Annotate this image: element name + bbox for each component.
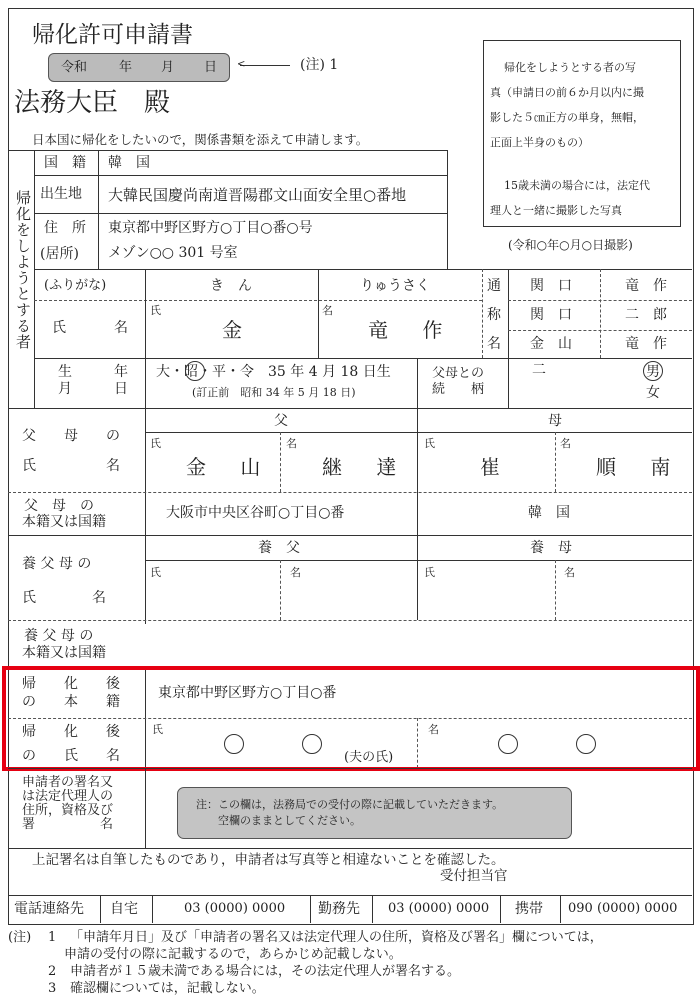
given-mark: 名 [286,437,297,450]
arrow-left-icon: < [240,65,290,66]
birthdate-label: 月 [58,381,72,397]
reception-officer-label: 受付担当官 [440,868,508,884]
surname-mark: 氏 [424,566,435,579]
grid-line [98,150,99,270]
grid-line [8,492,692,493]
parents-domicile-label: 父 母 の [24,498,94,514]
applicant-section-label: 帰化をしようとする者 [14,190,32,350]
grid-line [280,432,281,492]
photo-caption: (令和○年○月○日撮影) [508,238,633,252]
alias-label: 称 [487,307,501,323]
birth-date-corrected: (訂正前 昭和 34 年 5 月 18 日) [192,386,356,399]
nationality-value: 韓 国 [108,155,150,171]
grid-line [145,768,146,848]
grid-line [34,213,448,214]
grid-line [508,300,692,301]
signature-label [22,776,113,832]
furigana-label: (ふりがな) [44,278,107,293]
grid-line [310,895,311,923]
grid-line [372,895,373,923]
photo-instruction: 帰化をしようとする者の写 [504,61,636,74]
name-label: 名 [114,320,128,336]
mother-surname: 崔 [480,455,514,479]
signature-label-line: 署 名 [22,817,114,832]
relation-value: 二 [532,362,546,378]
grid-line [560,895,561,923]
intro-text: 日本国に帰化をしたいので，関係書類を添えて申請します。 [32,132,369,147]
home-phone-label: 自宅 [110,901,138,917]
signature-label-line: 申請者の署名又 [22,775,114,790]
grid-line [100,895,101,923]
given-mark: 名 [564,566,575,579]
given-mark: 名 [290,566,301,579]
grid-line [34,300,482,301]
grid-line [34,175,448,176]
grid-line [280,560,281,620]
adoptive-parents-label: 養 父 母 の [22,556,92,572]
surname-mark: 氏 [424,437,435,450]
surname-mark: 氏 [150,304,161,317]
note-number: 1 [48,930,57,945]
date-day: 日 [204,60,218,75]
selected-era-circle [185,361,205,381]
residence-label: (居所) [40,246,79,262]
grid-line [145,560,692,561]
home-phone: 03 (0000) 0000 [184,901,286,916]
grid-line [500,895,501,923]
grid-line [8,848,692,849]
grid-line [145,269,146,624]
date-year: 年 [119,60,133,75]
birthplace-label: 出生地 [40,186,82,202]
grid-line [8,768,692,769]
confirmation-text: 上記署名は自筆したものであり，申請者は写真等と相違ないことを確認した。 [32,852,505,868]
note-reference: (注) 1 [300,57,339,73]
photo-instruction: 真（申請日の前６か月以内に撮 [490,86,644,99]
notes-head: (注) [8,930,32,945]
after-domicile-label: 帰 化 後 [22,676,120,692]
date-era: 令和 [61,60,88,75]
form-title: 帰化許可申請書 [32,22,193,48]
grid-line [508,330,692,331]
grid-line [555,560,556,620]
nationality-label: 国 籍 [44,155,86,171]
given-mark: 名 [560,437,571,450]
addressee: 法務大臣 殿 [14,88,171,118]
alias-label: 通 [487,278,501,294]
birth-era-options: 大・昭・平・令 [156,364,254,380]
date-month: 月 [161,60,175,75]
grid-line [152,895,153,923]
birthdate-label: 生 [58,364,72,380]
grid-line [8,895,692,896]
grid-line [555,432,556,492]
signature-note-box [177,787,572,839]
father-surname: 金 山 [186,455,275,479]
grid-line [417,358,418,620]
highlight-box [2,666,700,771]
signature-label-line: 住所，資格及び [22,803,114,818]
grid-line [8,535,692,536]
adoptive-parents-label: 氏 名 [22,590,106,606]
after-name-label: の 氏 名 [22,748,120,764]
adoptive-domicile-label: 本籍又は国籍 [22,645,106,661]
parents-name-label: 父 母 の [22,428,120,444]
photo-instruction: 理人と一緒に撮影した写真 [490,204,622,217]
surname-mark: 氏 [152,723,163,736]
grid-line [34,150,35,408]
application-date-box [48,53,230,82]
furigana-surname: き ん [210,278,252,294]
address-line2: メゾン○○ 301 号室 [108,245,238,261]
parents-domicile-label: 本籍又は国籍 [22,514,106,530]
adoptive-father-header: 養 父 [258,540,300,556]
grid-line [145,432,692,433]
note-1-cont: 申請の受付の際に記載するので，あらかじめ記載しない。 [64,947,402,962]
after-domicile-label: の 本 籍 [22,694,120,710]
alias-given: 竜 作 [625,336,667,352]
alias-given: 竜 作 [625,278,667,294]
father-given-name: 継 達 [322,455,411,479]
address-line1: 東京都中野区野方○丁目○番○号 [108,220,313,236]
note-2: 申請者が１５歳未満である場合には，その法定代理人が署名する。 [70,964,461,979]
note-1: 「申請年月日」及び「申請者の署名又は法定代理人の住所，資格及び署名」欄については， [70,930,603,945]
father-header: 父 [274,413,288,429]
alias-label: 名 [487,336,501,352]
alias-surname: 関 口 [530,278,572,294]
grid-line [8,150,448,151]
husband-surname-note: (夫の氏) [344,750,394,765]
photo-instruction: 15歳未満の場合には，法定代 [504,179,650,192]
birthplace-value: 大韓民国慶尚南道晋陽郡文山面安全里○番地 [108,186,407,204]
grid-line [8,620,692,621]
given-name-value: 竜 作 [368,318,457,342]
work-phone: 03 (0000) 0000 [388,901,490,916]
alias-given: 二 郎 [625,307,667,323]
grid-line [34,358,692,359]
sex-male: 男 [646,364,660,380]
grid-line [8,408,692,409]
mother-given-name: 順 南 [596,455,685,479]
grid-line [482,269,483,358]
given-mark: 名 [428,723,439,736]
birthdate-label: 年 [114,364,128,380]
grid-line [447,150,448,270]
after-name-label: 帰 化 後 [22,724,120,740]
adoptive-domicile-label: 養 父 母 の [24,628,94,644]
parents-name-label: 氏 名 [22,458,120,474]
alias-surname: 関 口 [530,307,572,323]
furigana-given: りゅうさく [360,278,430,294]
birthdate-label: 日 [114,381,128,397]
alias-surname: 金 山 [530,336,572,352]
surname-mark: 氏 [150,566,161,579]
father-domicile: 大阪市中央区谷町○丁目○番 [166,505,345,521]
selected-sex-circle [643,361,663,381]
mother-domicile: 韓 国 [528,505,570,521]
signature-note: 注：この欄は，法務局での受付の際に記載していただきます。 [196,798,504,811]
mobile-phone: 090 (0000) 0000 [568,901,678,916]
phone-label: 電話連絡先 [14,901,84,917]
relation-label: 続 柄 [432,382,485,397]
name-label: 氏 [52,320,66,336]
grid-line [318,269,319,358]
after-domicile-value: 東京都中野区野方○丁目○番 [158,685,337,701]
signature-note: 空欄のままとしてください。 [218,814,361,827]
surname-mark: 氏 [150,437,161,450]
signature-label-line: は法定代理人の [22,789,114,804]
given-mark: 名 [322,304,333,317]
birth-date: 35 年 4 月 18 日生 [268,364,391,380]
grid-line [508,269,509,408]
work-phone-label: 勤務先 [318,901,360,917]
note-number: 2 [48,964,57,979]
adoptive-mother-header: 養 母 [530,540,572,556]
sex-female: 女 [646,385,660,401]
photo-instruction: 正面上半身のもの） [490,136,589,149]
note-3: 確認欄については，記載しない。 [70,981,265,996]
grid-line [600,269,601,358]
relation-label: 父母との [432,366,485,381]
photo-box [483,40,681,227]
mother-header: 母 [548,413,562,429]
note-number: 3 [48,981,57,996]
photo-instruction: 影した５㎝正方の単身，無帽， [490,111,644,124]
address-label: 住 所 [44,220,86,236]
surname-value: 金 [222,318,256,342]
mobile-phone-label: 携帯 [515,901,543,917]
grid-line [34,269,692,270]
